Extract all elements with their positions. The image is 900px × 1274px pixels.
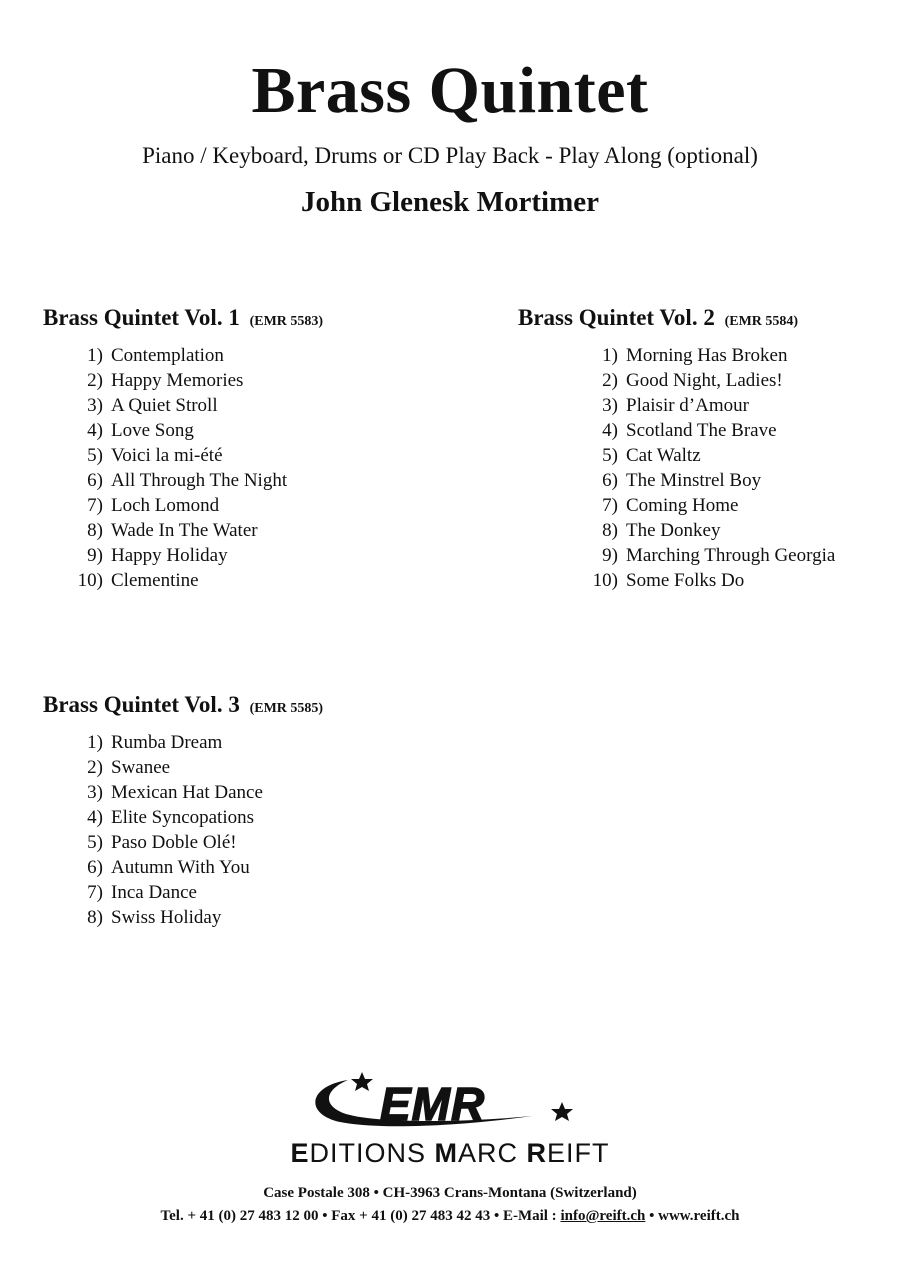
track-item bbox=[69, 830, 323, 855]
track-title: Rumba Dream bbox=[111, 732, 223, 753]
track-title: Coming Home bbox=[626, 495, 739, 516]
track-number: 5) bbox=[87, 832, 103, 853]
track-title: Love Song bbox=[111, 420, 194, 441]
track-item bbox=[584, 543, 835, 568]
track-item bbox=[584, 418, 835, 443]
website: • www.reift.ch bbox=[645, 1208, 740, 1224]
track-title: Loch Lomond bbox=[111, 495, 220, 516]
track-item bbox=[584, 343, 835, 368]
track-item bbox=[69, 518, 323, 543]
publisher-name bbox=[0, 1137, 900, 1169]
track-item bbox=[69, 393, 323, 418]
volume-title: Brass Quintet Vol. 2 bbox=[518, 305, 715, 330]
track-title: Autumn With You bbox=[111, 857, 250, 878]
track-number: 1) bbox=[87, 345, 103, 366]
track-number: 10) bbox=[592, 570, 618, 591]
track-title: Contemplation bbox=[111, 345, 224, 366]
track-number: 2) bbox=[87, 370, 103, 391]
star-icon bbox=[551, 1102, 573, 1121]
contact-line bbox=[0, 1206, 900, 1226]
track-item bbox=[69, 343, 323, 368]
track-title: Some Folks Do bbox=[626, 570, 745, 591]
track-title: Marching Through Georgia bbox=[626, 545, 836, 566]
track-title: The Minstrel Boy bbox=[626, 470, 762, 491]
track-number: 5) bbox=[602, 445, 618, 466]
track-item bbox=[584, 443, 835, 468]
track-item bbox=[584, 518, 835, 543]
track-item bbox=[69, 568, 323, 593]
track-number: 3) bbox=[87, 395, 103, 416]
track-item bbox=[69, 418, 323, 443]
track-number: 5) bbox=[87, 445, 103, 466]
track-title: Good Night, Ladies! bbox=[626, 370, 783, 391]
track-list bbox=[69, 730, 323, 930]
track-number: 7) bbox=[87, 495, 103, 516]
track-item bbox=[69, 493, 323, 518]
track-item bbox=[69, 905, 323, 930]
track-title: Swanee bbox=[111, 757, 171, 778]
track-number: 4) bbox=[87, 420, 103, 441]
track-number: 4) bbox=[87, 807, 103, 828]
track-title: Happy Holiday bbox=[111, 545, 228, 566]
track-item bbox=[69, 368, 323, 393]
publisher-word: EIFT bbox=[547, 1138, 610, 1168]
track-title: A Quiet Stroll bbox=[111, 395, 218, 416]
catalog-code: (EMR 5583) bbox=[249, 314, 324, 329]
track-title: Scotland The Brave bbox=[626, 420, 777, 441]
track-number: 10) bbox=[77, 570, 103, 591]
track-number: 6) bbox=[87, 470, 103, 491]
track-number: 4) bbox=[602, 420, 618, 441]
catalog-code: (EMR 5585) bbox=[249, 701, 324, 716]
track-title: The Donkey bbox=[626, 520, 721, 541]
volume-3 bbox=[43, 691, 323, 930]
track-number: 3) bbox=[87, 782, 103, 803]
page-title: Brass Quintet bbox=[251, 54, 649, 127]
volume-1 bbox=[43, 304, 323, 593]
track-item bbox=[584, 393, 835, 418]
track-item bbox=[584, 568, 835, 593]
track-number: 6) bbox=[87, 857, 103, 878]
track-title: Mexican Hat Dance bbox=[111, 782, 263, 803]
track-title: Happy Memories bbox=[111, 370, 244, 391]
track-number: 7) bbox=[602, 495, 618, 516]
emr-logo bbox=[300, 1068, 600, 1132]
composer-name: John Glenesk Mortimer bbox=[300, 186, 599, 218]
track-title: Swiss Holiday bbox=[111, 907, 222, 928]
publisher-initial: M bbox=[434, 1138, 458, 1168]
track-item bbox=[69, 443, 323, 468]
track-title: Clementine bbox=[111, 570, 199, 591]
track-item bbox=[584, 368, 835, 393]
star-icon bbox=[351, 1072, 373, 1091]
track-title: Cat Waltz bbox=[626, 445, 701, 466]
track-item bbox=[69, 468, 323, 493]
publisher-address: Case Postale 308 • CH-3963 Crans-Montana (Switzerland) bbox=[263, 1185, 637, 1201]
track-number: 8) bbox=[602, 520, 618, 541]
track-number: 1) bbox=[602, 345, 618, 366]
track-title: All Through The Night bbox=[111, 470, 288, 491]
track-number: 9) bbox=[87, 545, 103, 566]
track-item bbox=[69, 805, 323, 830]
track-title: Inca Dance bbox=[111, 882, 197, 903]
track-number: 2) bbox=[87, 757, 103, 778]
email-link[interactable]: info@reift.ch bbox=[560, 1208, 646, 1224]
volume-heading bbox=[43, 304, 323, 336]
track-title: Morning Has Broken bbox=[626, 345, 788, 366]
track-item bbox=[69, 730, 323, 755]
track-item bbox=[69, 755, 323, 780]
track-title: Wade In The Water bbox=[111, 520, 258, 541]
volume-title: Brass Quintet Vol. 3 bbox=[43, 692, 240, 717]
track-number: 9) bbox=[602, 545, 618, 566]
track-item bbox=[69, 880, 323, 905]
track-number: 8) bbox=[87, 907, 103, 928]
publisher-initial: E bbox=[290, 1138, 310, 1168]
track-item bbox=[69, 855, 323, 880]
catalog-code: (EMR 5584) bbox=[724, 314, 799, 329]
track-number: 8) bbox=[87, 520, 103, 541]
publisher-initial: R bbox=[526, 1138, 548, 1168]
volume-heading bbox=[518, 304, 835, 336]
track-title: Elite Syncopations bbox=[111, 807, 255, 828]
contact-phone-fax: Tel. + 41 (0) 27 483 12 00 • Fax + 41 (0) 27 483 42 43 • E-Mail : bbox=[160, 1208, 561, 1224]
track-number: 2) bbox=[602, 370, 618, 391]
track-list bbox=[584, 343, 835, 593]
track-number: 3) bbox=[602, 395, 618, 416]
subtitle: Piano / Keyboard, Drums or CD Play Back - Play Along (optional) bbox=[142, 143, 758, 168]
track-number: 6) bbox=[602, 470, 618, 491]
track-number: 7) bbox=[87, 882, 103, 903]
track-list bbox=[69, 343, 323, 593]
publisher-word: DITIONS bbox=[309, 1138, 426, 1168]
volume-title: Brass Quintet Vol. 1 bbox=[43, 305, 240, 330]
track-title: Plaisir d’Amour bbox=[626, 395, 749, 416]
track-item bbox=[69, 780, 323, 805]
track-item bbox=[584, 493, 835, 518]
track-title: Paso Doble Olé! bbox=[111, 832, 237, 853]
track-item bbox=[584, 468, 835, 493]
volume-heading bbox=[43, 691, 323, 723]
logo-text: EMR bbox=[380, 1078, 486, 1130]
track-item bbox=[69, 543, 323, 568]
track-title: Voici la mi-été bbox=[111, 445, 223, 466]
track-number: 1) bbox=[87, 732, 103, 753]
publisher-word: ARC bbox=[458, 1138, 519, 1168]
volume-2 bbox=[518, 304, 835, 593]
